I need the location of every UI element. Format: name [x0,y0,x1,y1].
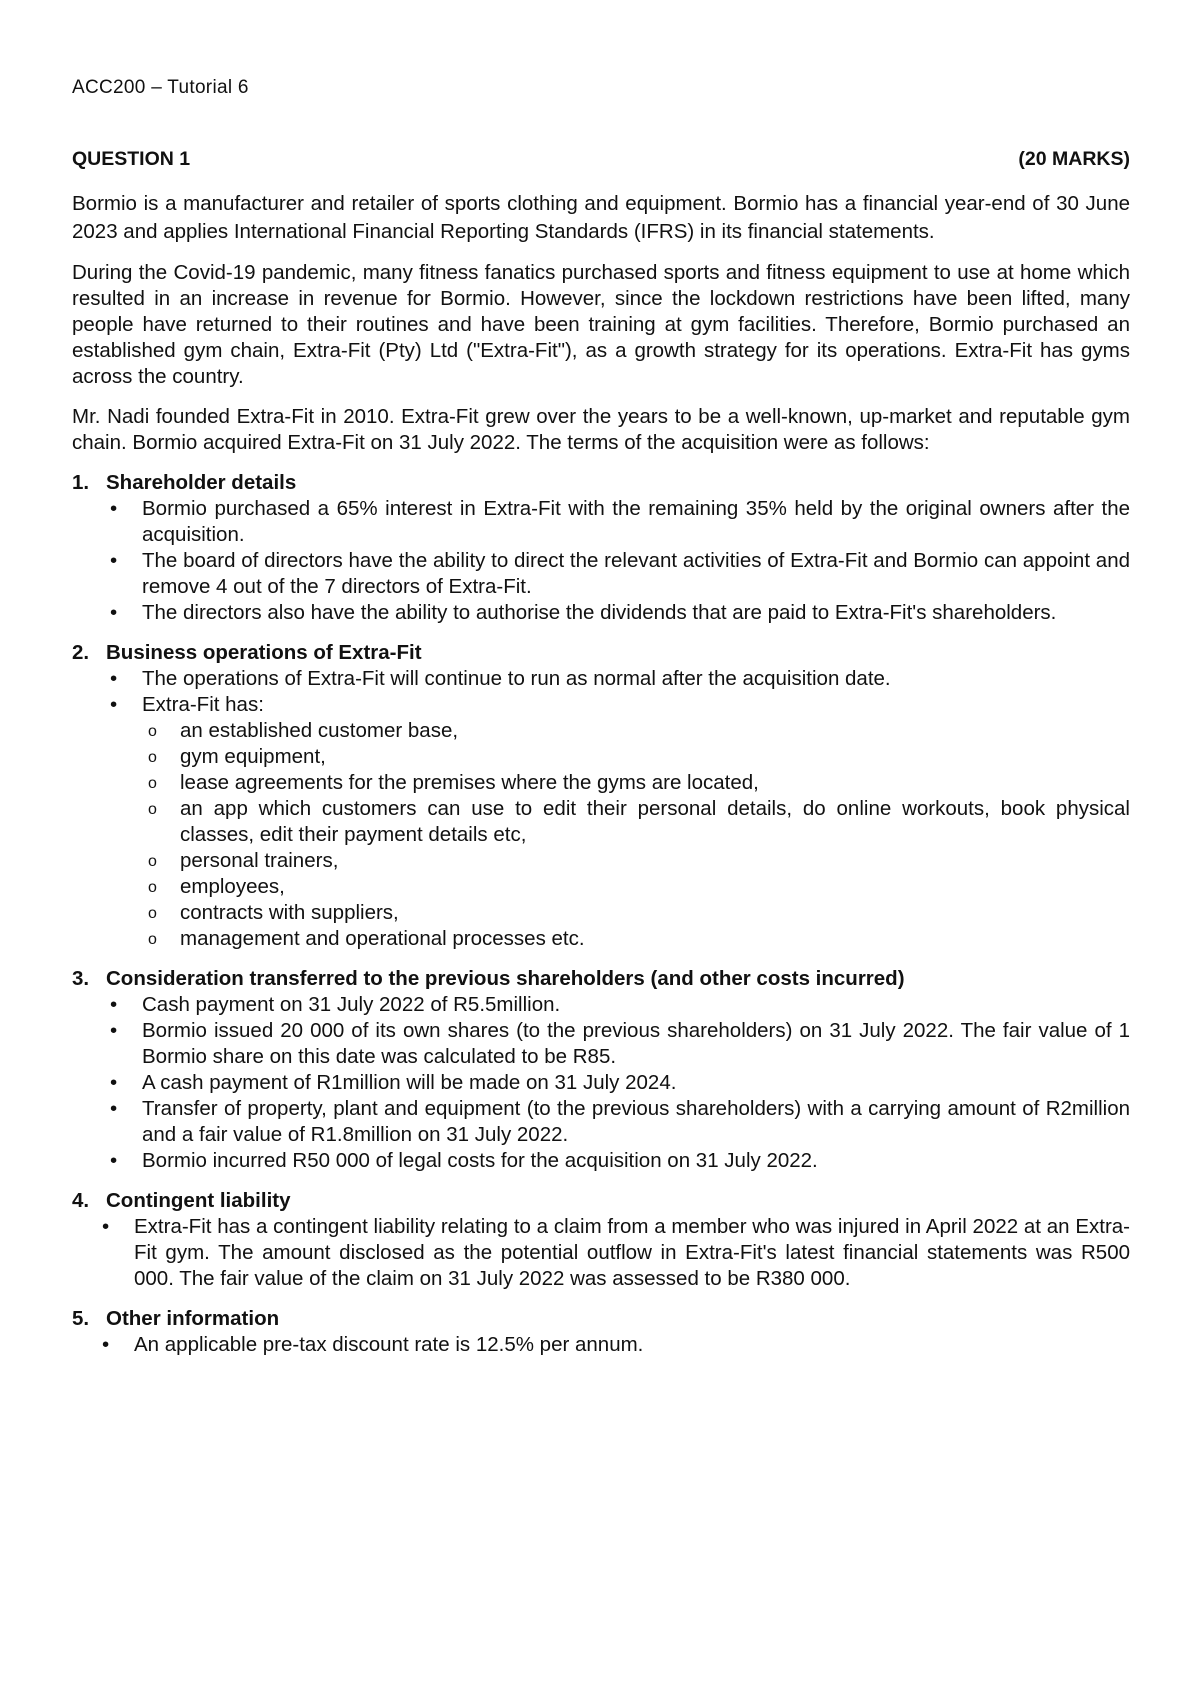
question-marks: (20 MARKS) [1018,148,1130,170]
section-number: 5. [72,1307,90,1330]
bullet-item: • Transfer of property, plant and equipment (to the previous shareholders) with a carrying amount of R2million and a fair value of R1.8million on 31 July 2022. [108,1096,1130,1148]
intro-paragraph: Bormio is a manufacturer and retailer of sports clothing and equipment. Bormio has a financial year-end of 30 June 2023 and applies International Financial Reporting Standards (IFRS) in its financial statements. [72,192,1130,243]
section-title: Other information [106,1307,280,1330]
question-title: QUESTION 1 [72,148,191,170]
intro-paragraph: Mr. Nadi founded Extra-Fit in 2010. Extra-Fit grew over the years to be a well-known, up-market and reputable gym chain. Bormio acquired Extra-Fit on 31 July 2022. The terms of the acquisition were as follows: [72,405,1130,454]
section-title: Contingent liability [106,1189,291,1212]
sub-bullet-item: o employees, [146,874,1130,900]
section-title: Consideration transferred to the previous shareholders (and other costs incurred) [106,967,905,990]
bullet-item: • Bormio incurred R50 000 of legal costs for the acquisition on 31 July 2022. [108,1148,1130,1174]
bullet-list [72,1214,1130,1292]
section-number: 2. [72,641,90,664]
bullet-item: • Extra-Fit has a contingent liability relating to a claim from a member who was injured in April 2022 at an Extra-Fit gym. The amount disclosed as the potential outflow in Extra-Fit's latest financial statements was R500 000. The fair value of the claim on 31 July 2022 was assessed to be R380 000. [100,1214,1130,1292]
sub-bullet-item: o contracts with suppliers, [146,900,1130,926]
sub-bullet-list [108,718,1130,952]
section-shareholder-details [72,470,1130,626]
bullet-item: • Cash payment on 31 July 2022 of R5.5million. [108,992,1130,1018]
bullet-item [108,692,1130,952]
section-heading [72,1306,1130,1332]
bullet-list [72,496,1130,626]
sub-bullet-item: o personal trainers, [146,848,1130,874]
section-business-operations [72,640,1130,952]
section-heading [72,966,1130,992]
bullet-item: • Bormio purchased a 65% interest in Extra-Fit with the remaining 35% held by the original owners after the acquisition. [108,496,1130,548]
bullet-item: • A cash payment of R1million will be made on 31 July 2024. [108,1070,1130,1096]
bullet-item: • The operations of Extra-Fit will continue to run as normal after the acquisition date. [108,666,1130,692]
bullet-list [72,666,1130,952]
bullet-item: • The board of directors have the ability to direct the relevant activities of Extra-Fit and Bormio can appoint and remove 4 out of the 7 directors of Extra-Fit. [108,548,1130,600]
section-number: 3. [72,967,90,990]
page-header: ACC200 – Tutorial 6 [72,77,249,98]
bullet-item: • The directors also have the ability to authorise the dividends that are paid to Extra-Fit's shareholders. [108,600,1130,626]
section-number: 1. [72,471,90,494]
section-title: Business operations of Extra-Fit [106,641,422,664]
sub-bullet-item: o an established customer base, [146,718,1130,744]
bullet-item: • Bormio issued 20 000 of its own shares (to the previous shareholders) on 31 July 2022. The fair value of 1 Bormio share on this date was calculated to be R85. [108,1018,1130,1070]
question-heading [72,146,1130,172]
section-heading [72,1188,1130,1214]
section-consideration-transferred [72,966,1130,1174]
section-other-information [72,1306,1130,1358]
section-contingent-liability [72,1188,1130,1292]
bullet-item-text: Extra-Fit has: [142,693,264,716]
bullet-list [72,992,1130,1174]
section-number: 4. [72,1189,90,1212]
section-title: Shareholder details [106,471,297,494]
sub-bullet-item: o management and operational processes etc. [146,926,1130,952]
sub-bullet-item: o gym equipment, [146,744,1130,770]
section-heading [72,640,1130,666]
section-heading [72,470,1130,496]
sub-bullet-item: o lease agreements for the premises where the gyms are located, [146,770,1130,796]
question-body [72,190,1130,1372]
intro-paragraph: During the Covid-19 pandemic, many fitness fanatics purchased sports and fitness equipment to use at home which resulted in an increase in revenue for Bormio. However, since the lockdown restrictions have been lifted, many people have returned to their routines and have been training at gym facilities. Therefore, Bormio purchased an established gym chain, Extra-Fit (Pty) Ltd ("Extra-Fit"), as a growth strategy for its operations. Extra-Fit has gyms across the country. [72,261,1130,388]
sub-bullet-item: o an app which customers can use to edit their personal details, do online workouts, book physical classes, edit their payment details etc, [146,796,1130,848]
bullet-item: • An applicable pre-tax discount rate is 12.5% per annum. [100,1332,1130,1358]
bullet-list [72,1332,1130,1358]
